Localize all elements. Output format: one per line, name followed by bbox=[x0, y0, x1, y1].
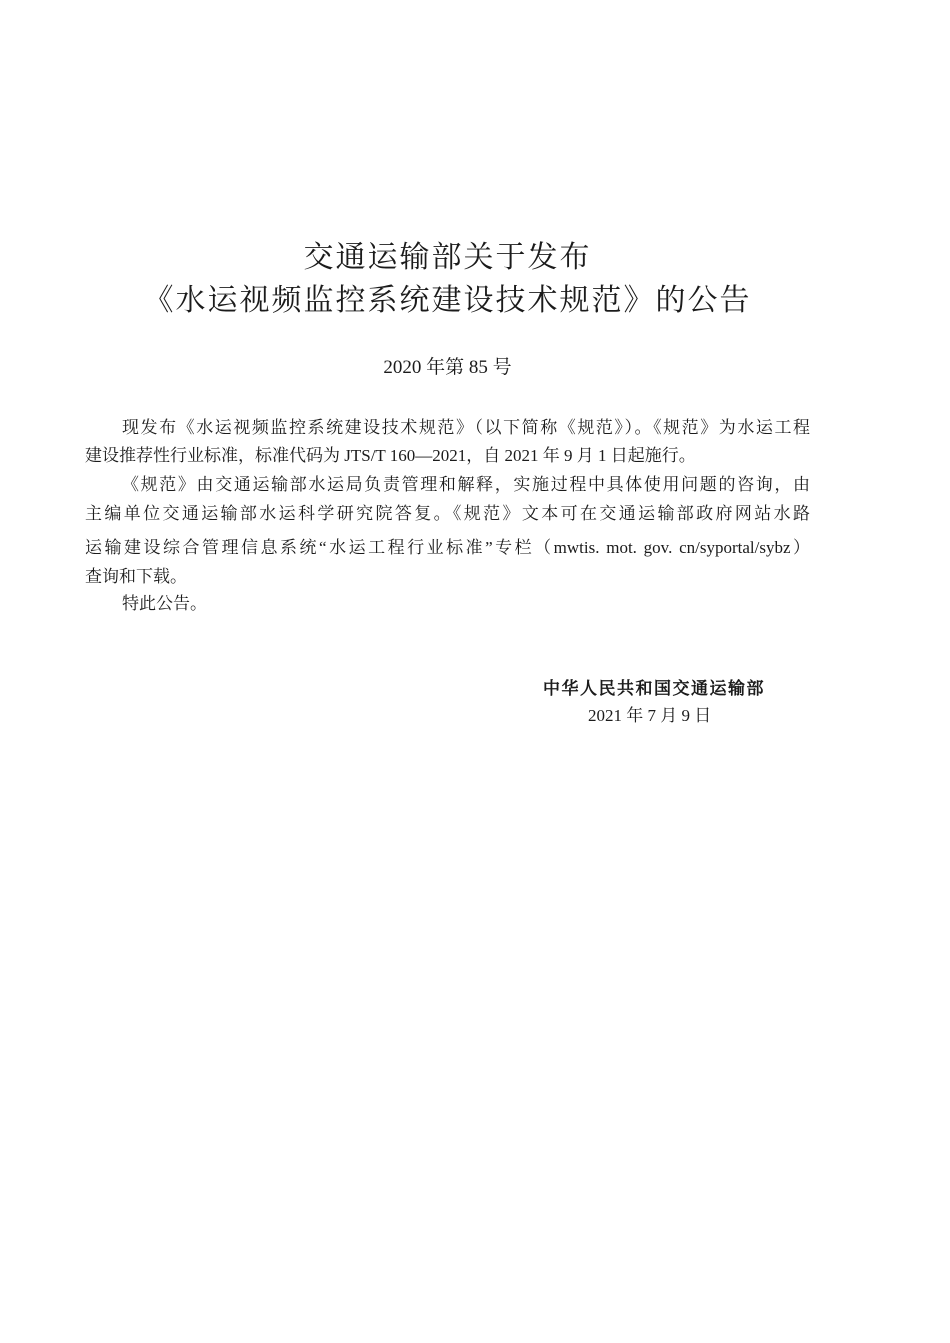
title-line-1: 交通运输部关于发布 bbox=[303, 241, 592, 274]
body-line: 主编单位交通运输部水运科学研究院答复。《规范》文本可在交通运输部政府网站水路 bbox=[85, 504, 810, 523]
body-line: 《规范》由交通运输部水运局负责管理和解释，实施过程中具体使用问题的咨询，由 bbox=[122, 475, 810, 494]
body-line: 建设推荐性行业标准，标准代码为 JTS/T 160—2021，自 2021 年 9 月 1 日起施行。 bbox=[85, 446, 696, 465]
body-line: 现发布《水运视频监控系统建设技术规范》（以下简称《规范》）。《规范》为水运工程 bbox=[122, 418, 810, 437]
body-line: 特此公告。 bbox=[122, 594, 207, 613]
issuer-name: 中华人民共和国交通运输部 bbox=[543, 679, 765, 698]
issue-date: 2021 年 7 月 9 日 bbox=[588, 706, 712, 725]
body-line: 运输建设综合管理信息系统“水运工程行业标准”专栏（mwtis. mot. gov. cn/syportal/sybz） bbox=[85, 538, 810, 557]
body-line: 查询和下载。 bbox=[85, 567, 187, 586]
announcement-number: 2020 年第 85 号 bbox=[383, 357, 512, 378]
title-line-2: 《水运视频监控系统建设技术规范》的公告 bbox=[143, 284, 752, 317]
